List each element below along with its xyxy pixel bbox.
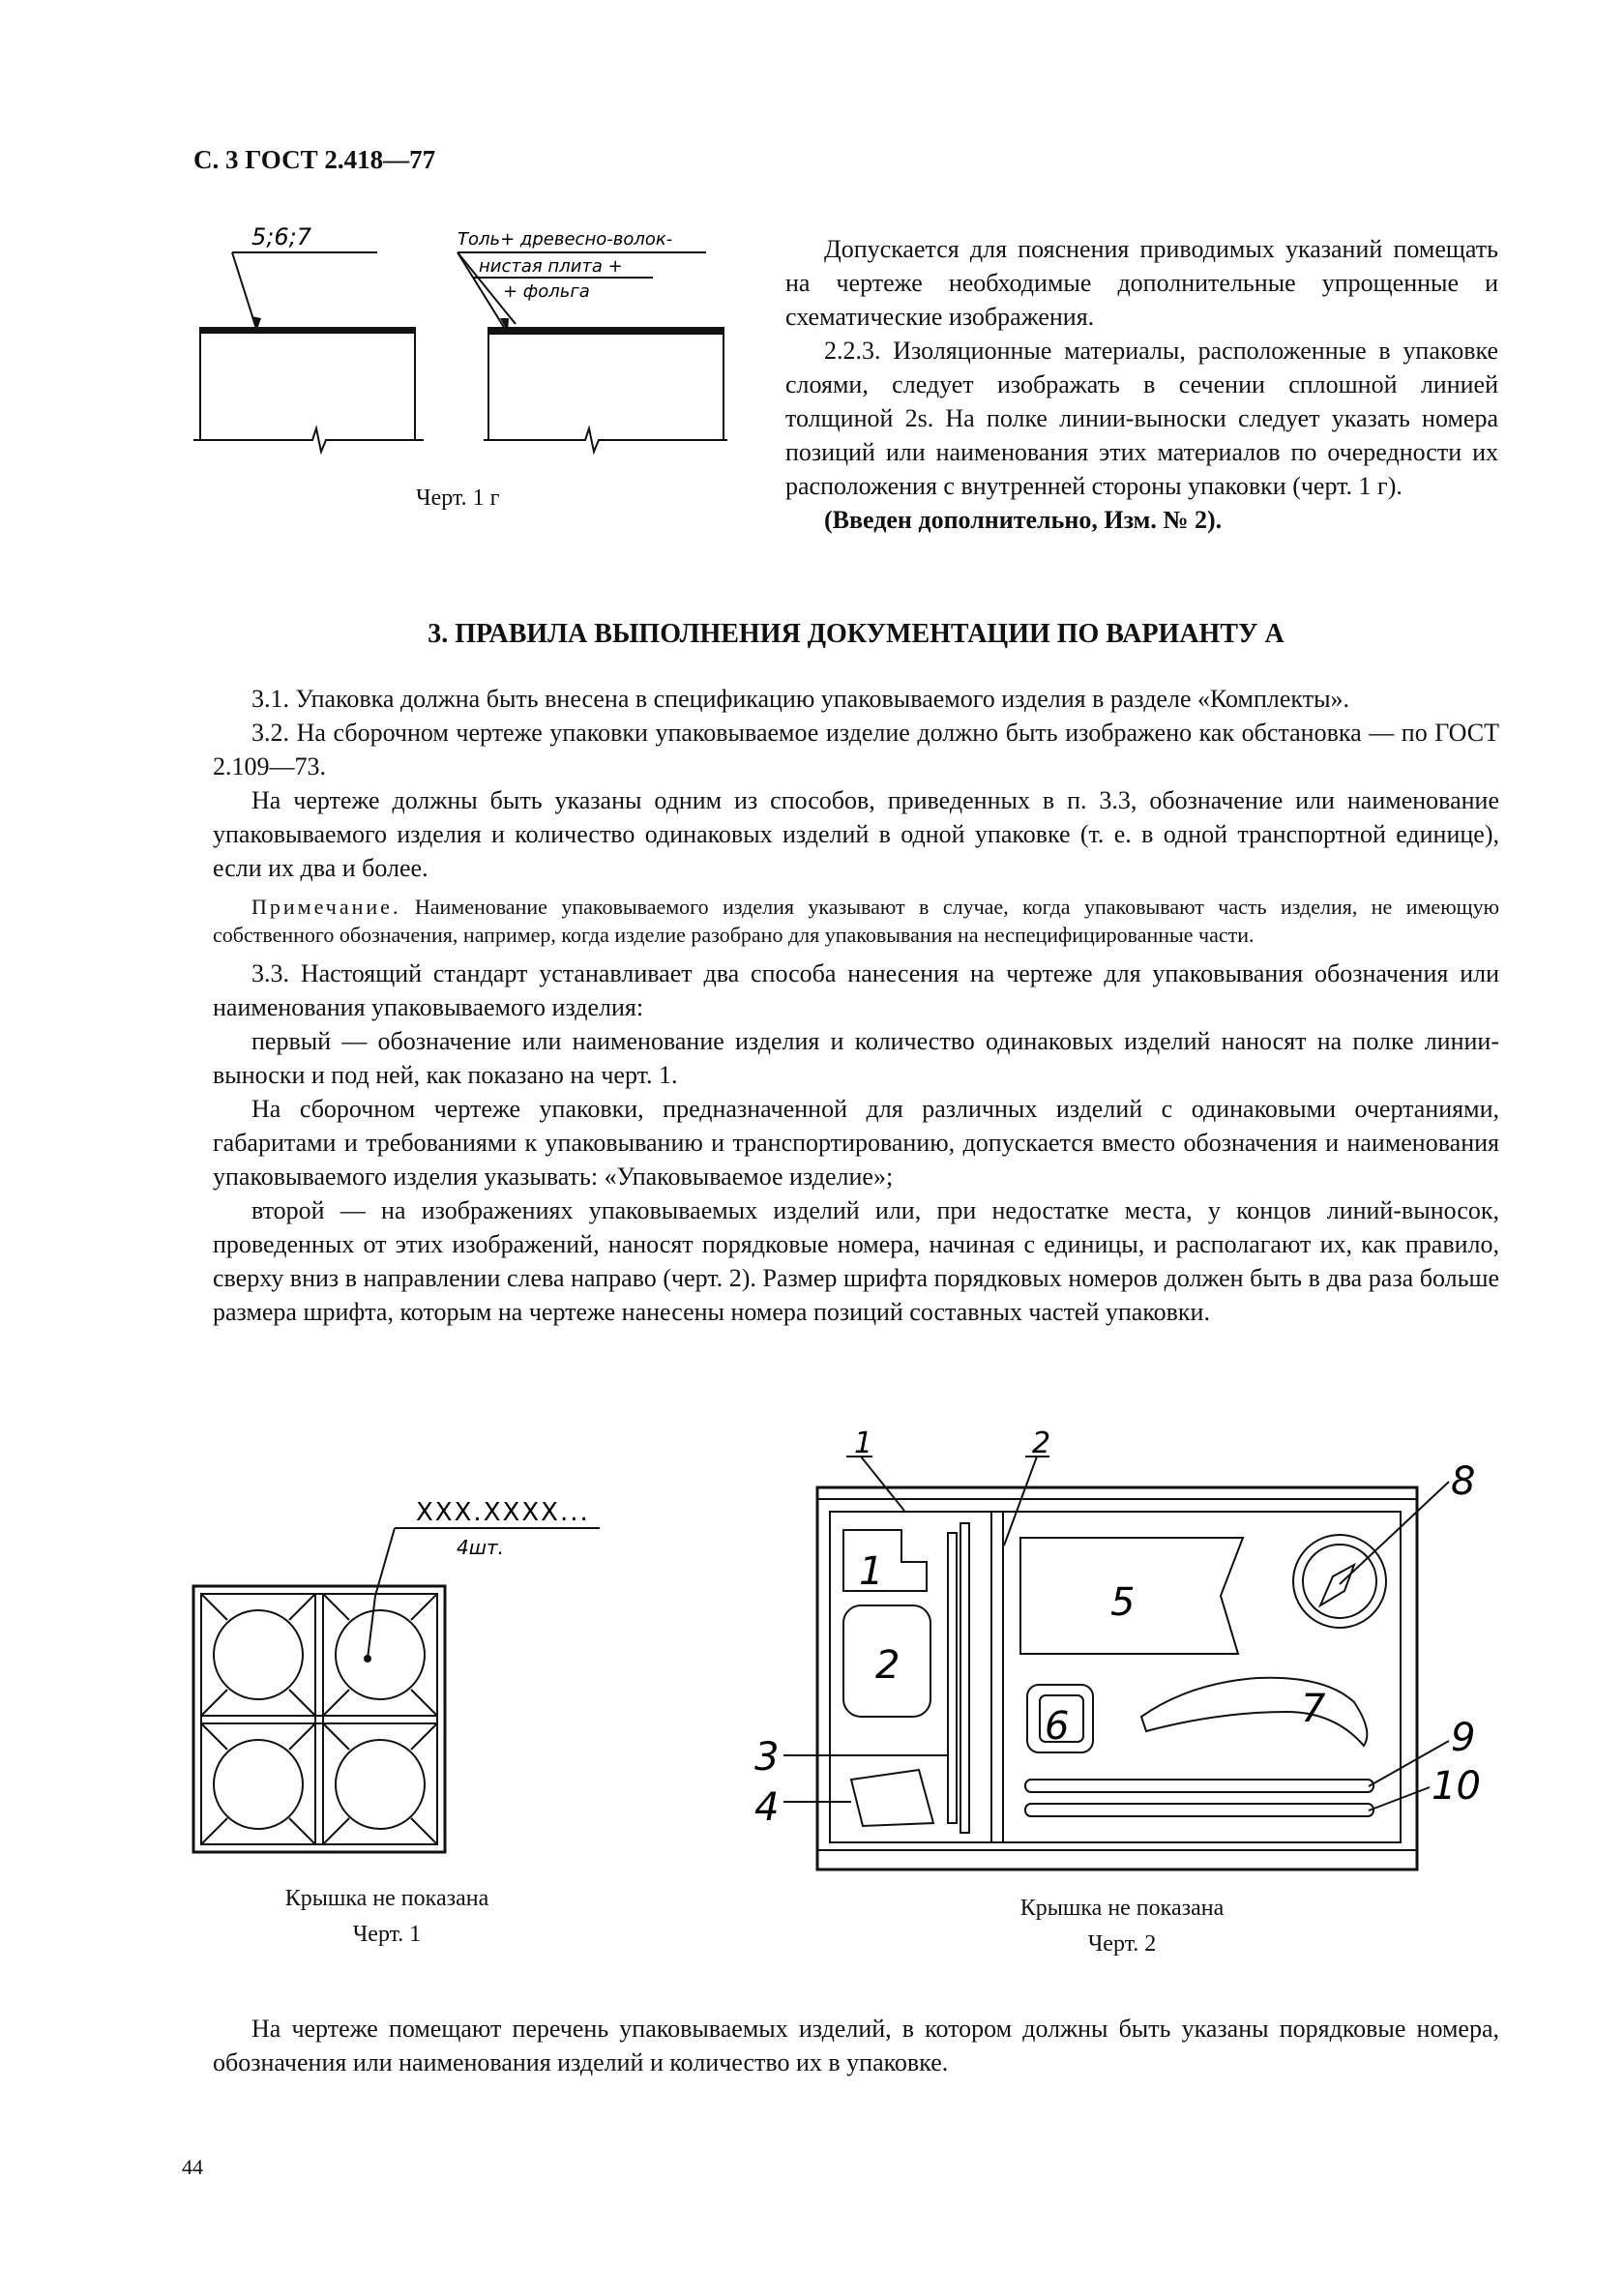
paragraph: второй — на изображениях упаковываемых изделий или, при недостатке места, у концов линий-выносок, проведенных от этих изображений, наносят порядковые номера, начиная с единицы, и располагают их, как правило, сверху вниз в направлении слева направо (черт. 2). Размер шрифта порядковых номеров должен быть в два раза больше размера шрифта, которым на чертеже нанесены номера позиций составных частей упаковки. <box>213 1196 1499 1326</box>
fig2-number: 4 <box>754 1785 780 1830</box>
fig1-caption-2: Черт. 1 <box>352 1922 422 1947</box>
paragraph: На чертеже должны быть указаны одним из способов, приведенных в п. 3.3, обозначение или наименование упаковываемого изделия и количество одинаковых изделий в одной упаковке (т. е. в одной транспортной единице), если их два и более. <box>213 786 1499 882</box>
note <box>213 893 1499 949</box>
fig2-number: 1 <box>859 1549 884 1594</box>
side-paragraph-3: (Введен дополнительно, Изм. № 2). <box>824 506 1223 534</box>
side-paragraph-2: 2.2.3. Изоляционные материалы, расположенные в упаковке слоями, следует изображать в сечении сплошной линией толщиной 2s. На полке линии-выноски следует указать номера позиций или наименования этих материалов по очередности их расположения с внутренней стороны упаковки (черт. 1 г). <box>785 337 1498 500</box>
fig2-caption-2: Черт. 2 <box>1087 1931 1157 1957</box>
final-paragraph <box>213 2012 1499 2079</box>
note-label: Примечание. <box>251 895 401 919</box>
figure-1 <box>184 1489 609 1857</box>
figure-2 <box>754 1422 1509 1876</box>
fig2-number: 1 <box>854 1427 873 1460</box>
main-text <box>213 682 1499 1329</box>
paragraph: первый — обозначение или наименование изделия и количество одинаковых изделий наносят на полке линии-выноски и под ней, как показано на черт. 1. <box>213 1027 1499 1089</box>
side-paragraph-1: Допускается для пояснения приводимых указаний помещать на чертеже необходимые дополнительные упрощенные и схематические изображения. <box>785 235 1498 331</box>
page-number: 44 <box>182 2155 203 2179</box>
fig2-number: 7 <box>1301 1687 1326 1731</box>
fig2-number: 3 <box>754 1735 780 1780</box>
section-title: 3. ПРАВИЛА ВЫПОЛНЕНИЯ ДОКУМЕНТАЦИИ ПО ВАРИАНТУ А <box>428 619 1284 649</box>
fig2-number: 9 <box>1451 1716 1476 1760</box>
fig1g-label-right-1: Толь+ древесно-волок- <box>458 229 673 250</box>
fig2-number: 6 <box>1045 1704 1070 1749</box>
fig1g-label-right-3: + фольга <box>503 281 590 302</box>
fig2-number: 2 <box>875 1643 901 1688</box>
note-text: Наименование упаковываемого изделия указывают в случае, когда упаковывают часть изделия, не имеющую собственного обозначения, например, когда изделие разобрано для упаковывания на неспецифицированные части. <box>213 895 1499 947</box>
fig2-caption-1: Крышка не показана <box>1019 1896 1225 1921</box>
fig1-label-qty: 4шт. <box>457 1536 505 1559</box>
paragraph: 3.2. На сборочном чертеже упаковки упаковываемое изделие должно быть изображено как обстановка — по ГОСТ 2.109—73. <box>213 719 1499 780</box>
paragraph: 3.1. Упаковка должна быть внесена в спецификацию упаковываемого изделия в разделе «Комплекты». <box>251 685 1350 713</box>
fig1g-label-left: 5;6;7 <box>251 223 311 250</box>
fig1-caption-1: Крышка не показана <box>284 1886 489 1911</box>
fig2-number: 5 <box>1110 1580 1136 1625</box>
fig2-number: 10 <box>1432 1764 1481 1809</box>
figure-1g <box>184 218 745 469</box>
fig1-label-top: XXX.XXXX... <box>416 1498 590 1527</box>
paragraph: 3.3. Настоящий стандарт устанавливает два способа нанесения на чертеже для упаковывания обозначения или наименования упаковываемого изделия: <box>213 959 1499 1021</box>
fig2-number: 2 <box>1032 1427 1051 1460</box>
paragraph: На сборочном чертеже упаковки, предназначенной для различных изделий с одинаковыми очертаниями, габаритами и требованиями к упаковыванию и транспортированию, допускается вместо обозначения и наименования упаковываемого изделия указывать: «Упаковываемое изделие»; <box>213 1095 1499 1191</box>
fig2-number: 8 <box>1451 1459 1476 1504</box>
fig1g-label-right-2: нистая плита + <box>479 256 623 277</box>
fig1g-caption: Черт. 1 г <box>416 486 500 511</box>
side-text <box>785 232 1498 537</box>
page-header: С. 3 ГОСТ 2.418—77 <box>193 145 436 174</box>
paragraph: На чертеже помещают перечень упаковываемых изделий, в котором должны быть указаны порядковые номера, обозначения или наименования изделий и количество их в упаковке. <box>213 2015 1499 2076</box>
